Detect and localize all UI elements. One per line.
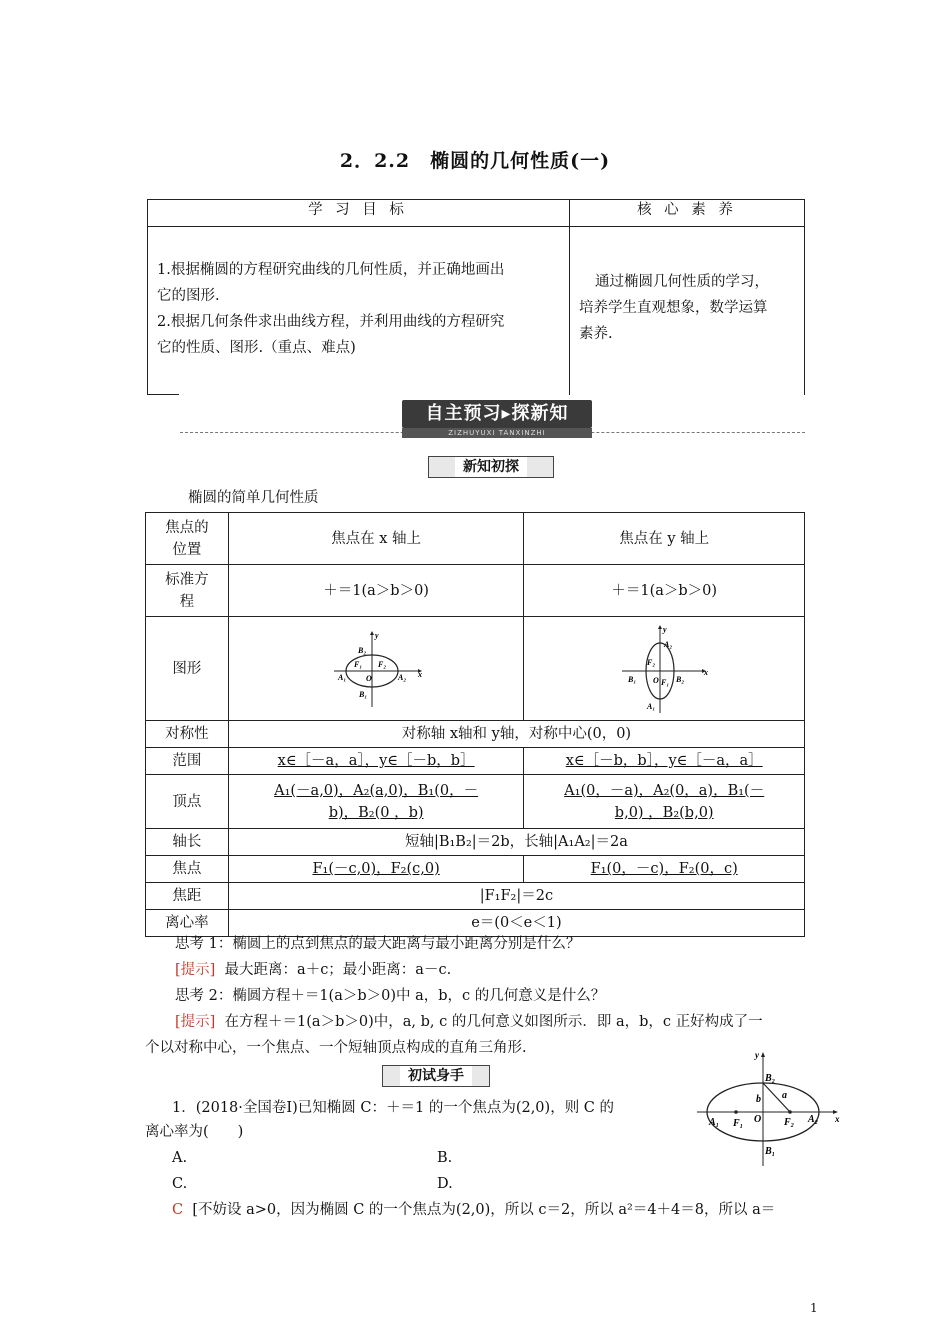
objectives-right-text: 通过椭圆几何性质的学习， 培养学生直观想象，数学运算 素养.: [579, 274, 769, 342]
axis-length-value: 短轴|B₁B₂|＝2b，长轴|A₁A₂|＝2a: [228, 829, 804, 856]
answer-line: C [不妨设 a>0，因为椭圆 C 的一个焦点为(2,0)，所以 c＝2，所以 a²＝4＋4＝8，所以 a＝: [172, 1202, 776, 1218]
row-standard-equation-label: 标准方 程: [146, 565, 229, 617]
row-focus-label: 焦点: [146, 856, 229, 883]
focus-y-axis: 焦点在 y 轴上: [524, 513, 805, 565]
row-range-label: 范围: [146, 748, 229, 775]
svg-text:B₂: B₂: [676, 674, 685, 684]
svg-text:y: y: [375, 630, 379, 640]
abc-triangle-diagram: [695, 1050, 840, 1168]
svg-text:A₂: A₂: [664, 639, 673, 649]
svg-text:F₁: F₁: [733, 1118, 744, 1129]
svg-text:y: y: [755, 1050, 759, 1060]
option-b: B.: [437, 1150, 453, 1166]
objectives-header-right: 核 心 素 养: [637, 202, 737, 218]
tag-first-try: 初试身手: [382, 1065, 490, 1087]
objectives-header-left: 学 习 目 标: [308, 202, 408, 218]
range-x: x∈［－a，a］，y∈［－b，b］: [228, 748, 524, 775]
ellipse-properties-table: [145, 512, 805, 937]
hint-2-cont: 个以对称中心，一个焦点、一个短轴顶点构成的直角三角形.: [145, 1040, 527, 1056]
svg-text:F₂: F₂: [647, 657, 656, 667]
row-vertex-label: 顶点: [146, 775, 229, 829]
option-d: D.: [437, 1176, 453, 1192]
vertex-y: A₁(0，－a)，A₂(0，a)，B₁(－ b,0) ，B₂(b,0): [524, 775, 805, 829]
svg-text:O: O: [653, 675, 659, 685]
figure-x-ellipse: [228, 617, 524, 721]
svg-text:F₁: F₁: [354, 659, 363, 669]
focus-x-axis: 焦点在 x 轴上: [228, 513, 524, 565]
page-title: 2．2.2 椭圆的几何性质(一): [339, 150, 611, 172]
row-eccentricity-label: 离心率: [146, 910, 229, 937]
row-axis-length-label: 轴长: [146, 829, 229, 856]
svg-text:F₂: F₂: [784, 1117, 795, 1128]
eccentricity-value: e＝(0＜e＜1): [228, 910, 804, 937]
option-a: A.: [172, 1150, 188, 1166]
equation-x: ＋＝1(a＞b＞0): [228, 565, 524, 617]
equation-y: ＋＝1(a＞b＞0): [524, 565, 805, 617]
section-banner: [150, 400, 805, 440]
row-focal-distance-label: 焦距: [146, 883, 229, 910]
ellipse-vertical-diagram: [614, 623, 714, 715]
focal-distance-value: |F₁F₂|＝2c: [228, 883, 804, 910]
ellipse-horizontal-diagram: [326, 629, 426, 709]
svg-text:A₂: A₂: [398, 672, 407, 682]
symmetry-value: 对称轴 x轴和 y轴，对称中心(0，0): [228, 721, 804, 748]
svg-text:B₂: B₂: [358, 645, 367, 655]
svg-text:x: x: [418, 669, 423, 679]
banner-title: 自主预习▸探新知: [402, 400, 592, 428]
think-question-2: 思考 2：椭圆方程＋＝1(a＞b＞0)中 a，b，c 的几何意义是什么？: [175, 988, 606, 1004]
svg-text:y: y: [663, 624, 667, 634]
objectives-left-text: 1.根据椭圆的方程研究曲线的几何性质，并正确地画出 它的图形. 2.根据几何条件求出曲线方程，并利用曲线的方程研究 它的性质、图形.（重点、难点): [157, 262, 505, 356]
hint-2: [提示] 在方程＋＝1(a＞b＞0)中，a, b, c 的几何意义如图所示．即 a，b，c 正好构成了一: [175, 1014, 763, 1030]
row-symmetry-label: 对称性: [146, 721, 229, 748]
svg-text:B₁: B₁: [359, 689, 368, 699]
svg-text:O: O: [366, 673, 372, 683]
svg-text:b: b: [756, 1094, 761, 1105]
svg-text:O: O: [754, 1114, 762, 1125]
page-number: 1: [810, 1301, 818, 1315]
svg-text:x: x: [704, 667, 709, 677]
svg-text:a: a: [782, 1090, 787, 1101]
row-focus-position-label: 焦点的 位置: [146, 513, 229, 565]
svg-text:B₂: B₂: [765, 1073, 776, 1084]
option-c: C.: [172, 1176, 188, 1192]
svg-text:B₁: B₁: [628, 674, 637, 684]
svg-text:A₁: A₁: [647, 701, 656, 711]
row-figure-label: 图形: [146, 617, 229, 721]
svg-text:F₂: F₂: [378, 659, 387, 669]
svg-text:A₂: A₂: [808, 1114, 819, 1125]
question-1-cont: 离心率为( ): [145, 1124, 244, 1140]
question-1: 1．(2018·全国卷Ⅰ)已知椭圆 C：＋＝1 的一个焦点为(2,0)，则 C 的: [172, 1100, 615, 1116]
think-question-1: 思考 1：椭圆上的点到焦点的最大距离与最小距离分别是什么？: [175, 936, 581, 952]
banner-subtitle: ZIZHUYUXI TANXINZHI: [402, 428, 592, 438]
svg-text:F₁: F₁: [661, 677, 670, 687]
svg-text:B₁: B₁: [765, 1146, 776, 1157]
tag-new-knowledge: 新知初探: [428, 456, 554, 478]
figure-y-ellipse: [524, 617, 805, 721]
focus-x: F₁(－c,0)，F₂(c,0): [228, 856, 524, 883]
svg-text:A₁: A₁: [338, 672, 347, 682]
focus-y: F₁(0，－c)，F₂(0，c): [524, 856, 805, 883]
hint-1: [提示] 最大距离：a＋c；最小距离：a－c.: [175, 962, 452, 978]
svg-text:A₁: A₁: [709, 1117, 720, 1128]
svg-text:x: x: [835, 1114, 840, 1124]
objectives-table: [147, 199, 805, 395]
table-caption: 椭圆的简单几何性质: [188, 490, 319, 506]
vertex-x: A₁(－a,0)，A₂(a,0)，B₁(0，－ b)，B₂(0 ，b): [228, 775, 524, 829]
range-y: x∈［－b，b］，y∈［－a，a］: [524, 748, 805, 775]
